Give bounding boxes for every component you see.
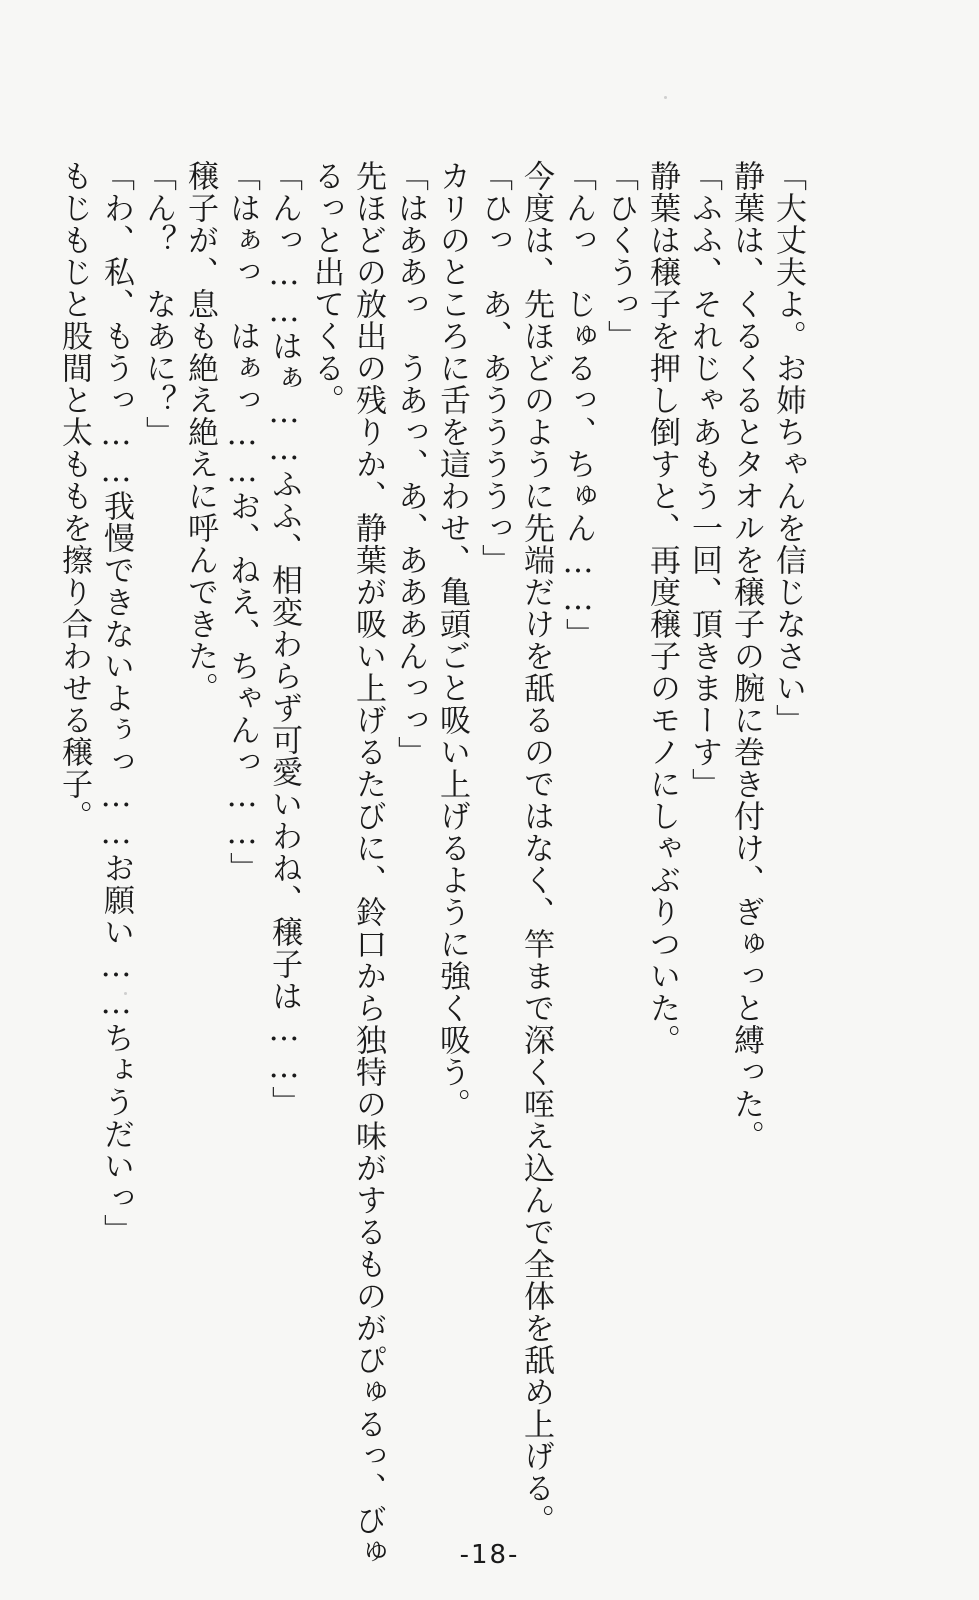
text-line: 「ん？ なあに？」 <box>140 160 176 448</box>
text-line: 穣子が、息も絶え絶えに呼んできた。 <box>182 160 218 704</box>
text-line: 「ふふ、それじゃあもう一回、頂きまーす」 <box>686 160 722 800</box>
text-line: 静葉は穣子を押し倒すと、再度穣子のモノにしゃぶりついた。 <box>644 160 680 1056</box>
text-line: 「はぁっ はぁっ……お、ねえ、ちゃんっ……」 <box>224 160 260 884</box>
text-line: 「んっ じゅるっ、ちゅん……」 <box>560 160 596 650</box>
text-line: もじもじと股間と太ももを擦り合わせる穣子。 <box>56 160 92 832</box>
text-line: 「んっ……はぁ……ふふ、相変わらず可愛いわね、穣子は……」 <box>266 160 302 1118</box>
paper-speck <box>664 96 667 99</box>
text-line: るっと出てくる。 <box>308 160 344 416</box>
text-line: 静葉は、くるくるとタオルを穣子の腕に巻き付け、ぎゅっと縛った。 <box>728 160 764 1152</box>
text-line: 「ひくうっ」 <box>602 160 638 352</box>
text-line: 先ほどの放出の残りか、静葉が吸い上げるたびに、鈴口から独特の味がするものがぴゅるっ、びゅ <box>350 160 386 1568</box>
page-number: -18- <box>459 1540 520 1570</box>
text-line: 「わ、私、もうっ……我慢できないよぅっ……お願い……ちょうだいっ」 <box>98 160 134 1246</box>
text-line: 「はああっ うあっ、あ、あああんっっ」 <box>392 160 428 768</box>
text-line: 「ひっ あ、あううううっ」 <box>476 160 512 576</box>
text-line: カリのところに舌を這わせ、亀頭ごと吸い上げるように強く吸う。 <box>434 160 470 1120</box>
text-line: 「大丈夫よ。お姉ちゃんを信じなさい」 <box>770 160 806 736</box>
text-line: 今度は、先ほどのように先端だけを舐るのではなく、竿まで深く咥え込んで全体を舐め上げる。 <box>518 160 554 1536</box>
